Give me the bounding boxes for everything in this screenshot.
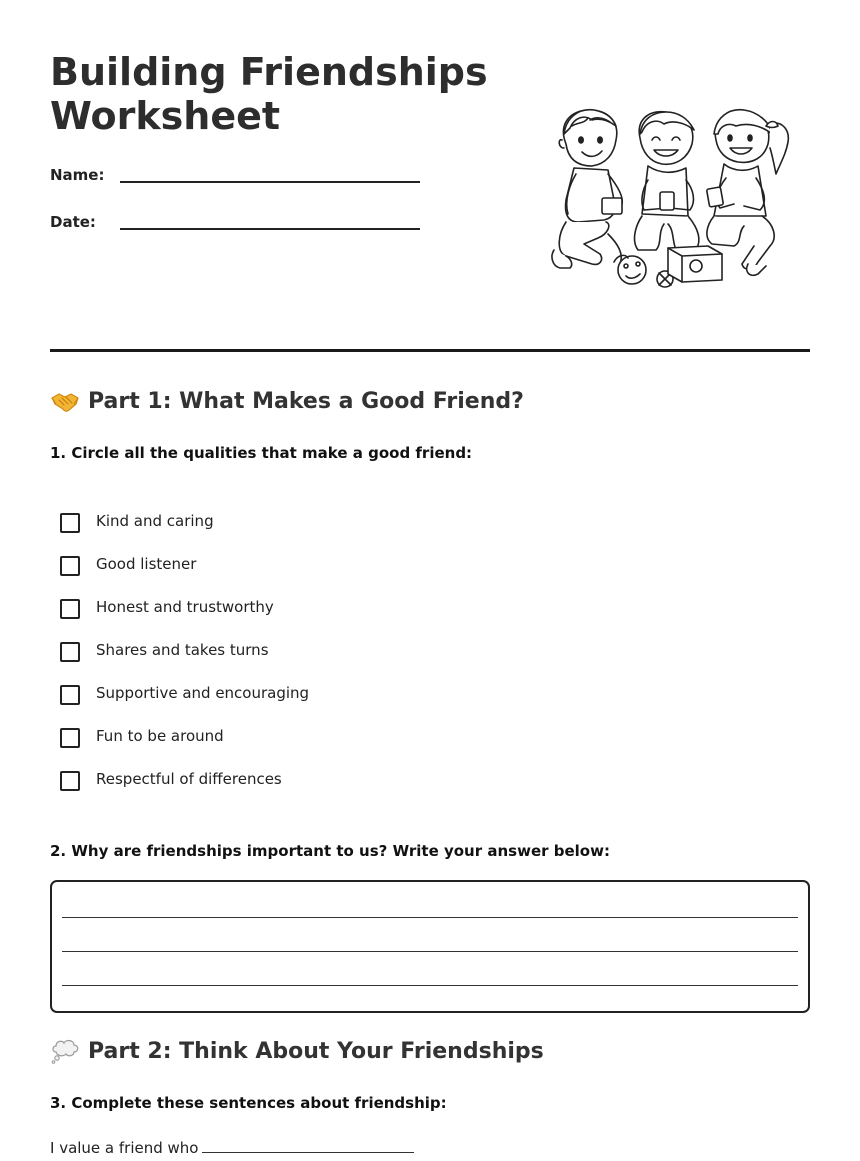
date-label: Date: <box>50 213 96 231</box>
quality-item[interactable] <box>60 510 460 553</box>
sentence-text: I value a friend who <box>50 1139 199 1157</box>
sentence-blank[interactable] <box>202 1136 414 1153</box>
quality-label: Honest and trustworthy <box>96 598 274 616</box>
quality-checkbox[interactable] <box>60 771 80 791</box>
quality-checkbox[interactable] <box>60 642 80 662</box>
part2-heading-text: Part 2: Think About Your Friendships <box>88 1038 544 1064</box>
answer-box[interactable] <box>50 880 810 1013</box>
children-playing-illustration <box>548 104 792 290</box>
worksheet-title: Building Friendships Worksheet <box>50 50 488 138</box>
boy-left-figure <box>552 110 622 268</box>
question-3: 3. Complete these sentences about friendship: <box>50 1094 447 1112</box>
quality-checkbox[interactable] <box>60 556 80 576</box>
quality-label: Shares and takes turns <box>96 641 269 659</box>
question-2: 2. Why are friendships important to us? Write your answer below: <box>50 842 610 860</box>
quality-item[interactable] <box>60 553 460 596</box>
name-line[interactable] <box>120 181 420 183</box>
quality-checkbox[interactable] <box>60 599 80 619</box>
quality-item[interactable] <box>60 596 460 639</box>
quality-checkbox[interactable] <box>60 728 80 748</box>
boy-middle-figure <box>635 112 699 250</box>
quality-label: Kind and caring <box>96 512 214 530</box>
quality-label: Supportive and encouraging <box>96 684 310 702</box>
question-1: 1. Circle all the qualities that make a good friend: <box>50 444 473 462</box>
quality-item[interactable] <box>60 768 460 811</box>
handshake-icon <box>50 388 80 414</box>
quality-item[interactable] <box>60 682 460 725</box>
quality-item[interactable] <box>60 725 460 768</box>
answer-line[interactable] <box>62 951 798 952</box>
thought-bubble-icon <box>50 1038 80 1064</box>
answer-line[interactable] <box>62 917 798 918</box>
sentence-prompt <box>50 1136 414 1157</box>
quality-item[interactable] <box>60 639 460 682</box>
part1-heading <box>50 388 524 414</box>
section-divider <box>50 349 810 352</box>
quality-checkbox[interactable] <box>60 685 80 705</box>
quality-checkbox[interactable] <box>60 513 80 533</box>
name-field[interactable] <box>50 166 430 196</box>
quality-label: Fun to be around <box>96 727 224 745</box>
date-field[interactable] <box>50 213 430 243</box>
part1-heading-text: Part 1: What Makes a Good Friend? <box>88 388 524 414</box>
quality-label: Good listener <box>96 555 197 573</box>
answer-line[interactable] <box>62 985 798 986</box>
girl-right-figure <box>707 110 789 276</box>
toys <box>614 246 722 287</box>
date-line[interactable] <box>120 228 420 230</box>
name-label: Name: <box>50 166 105 184</box>
quality-label: Respectful of differences <box>96 770 282 788</box>
qualities-checklist <box>60 510 460 811</box>
part2-heading <box>50 1038 544 1064</box>
